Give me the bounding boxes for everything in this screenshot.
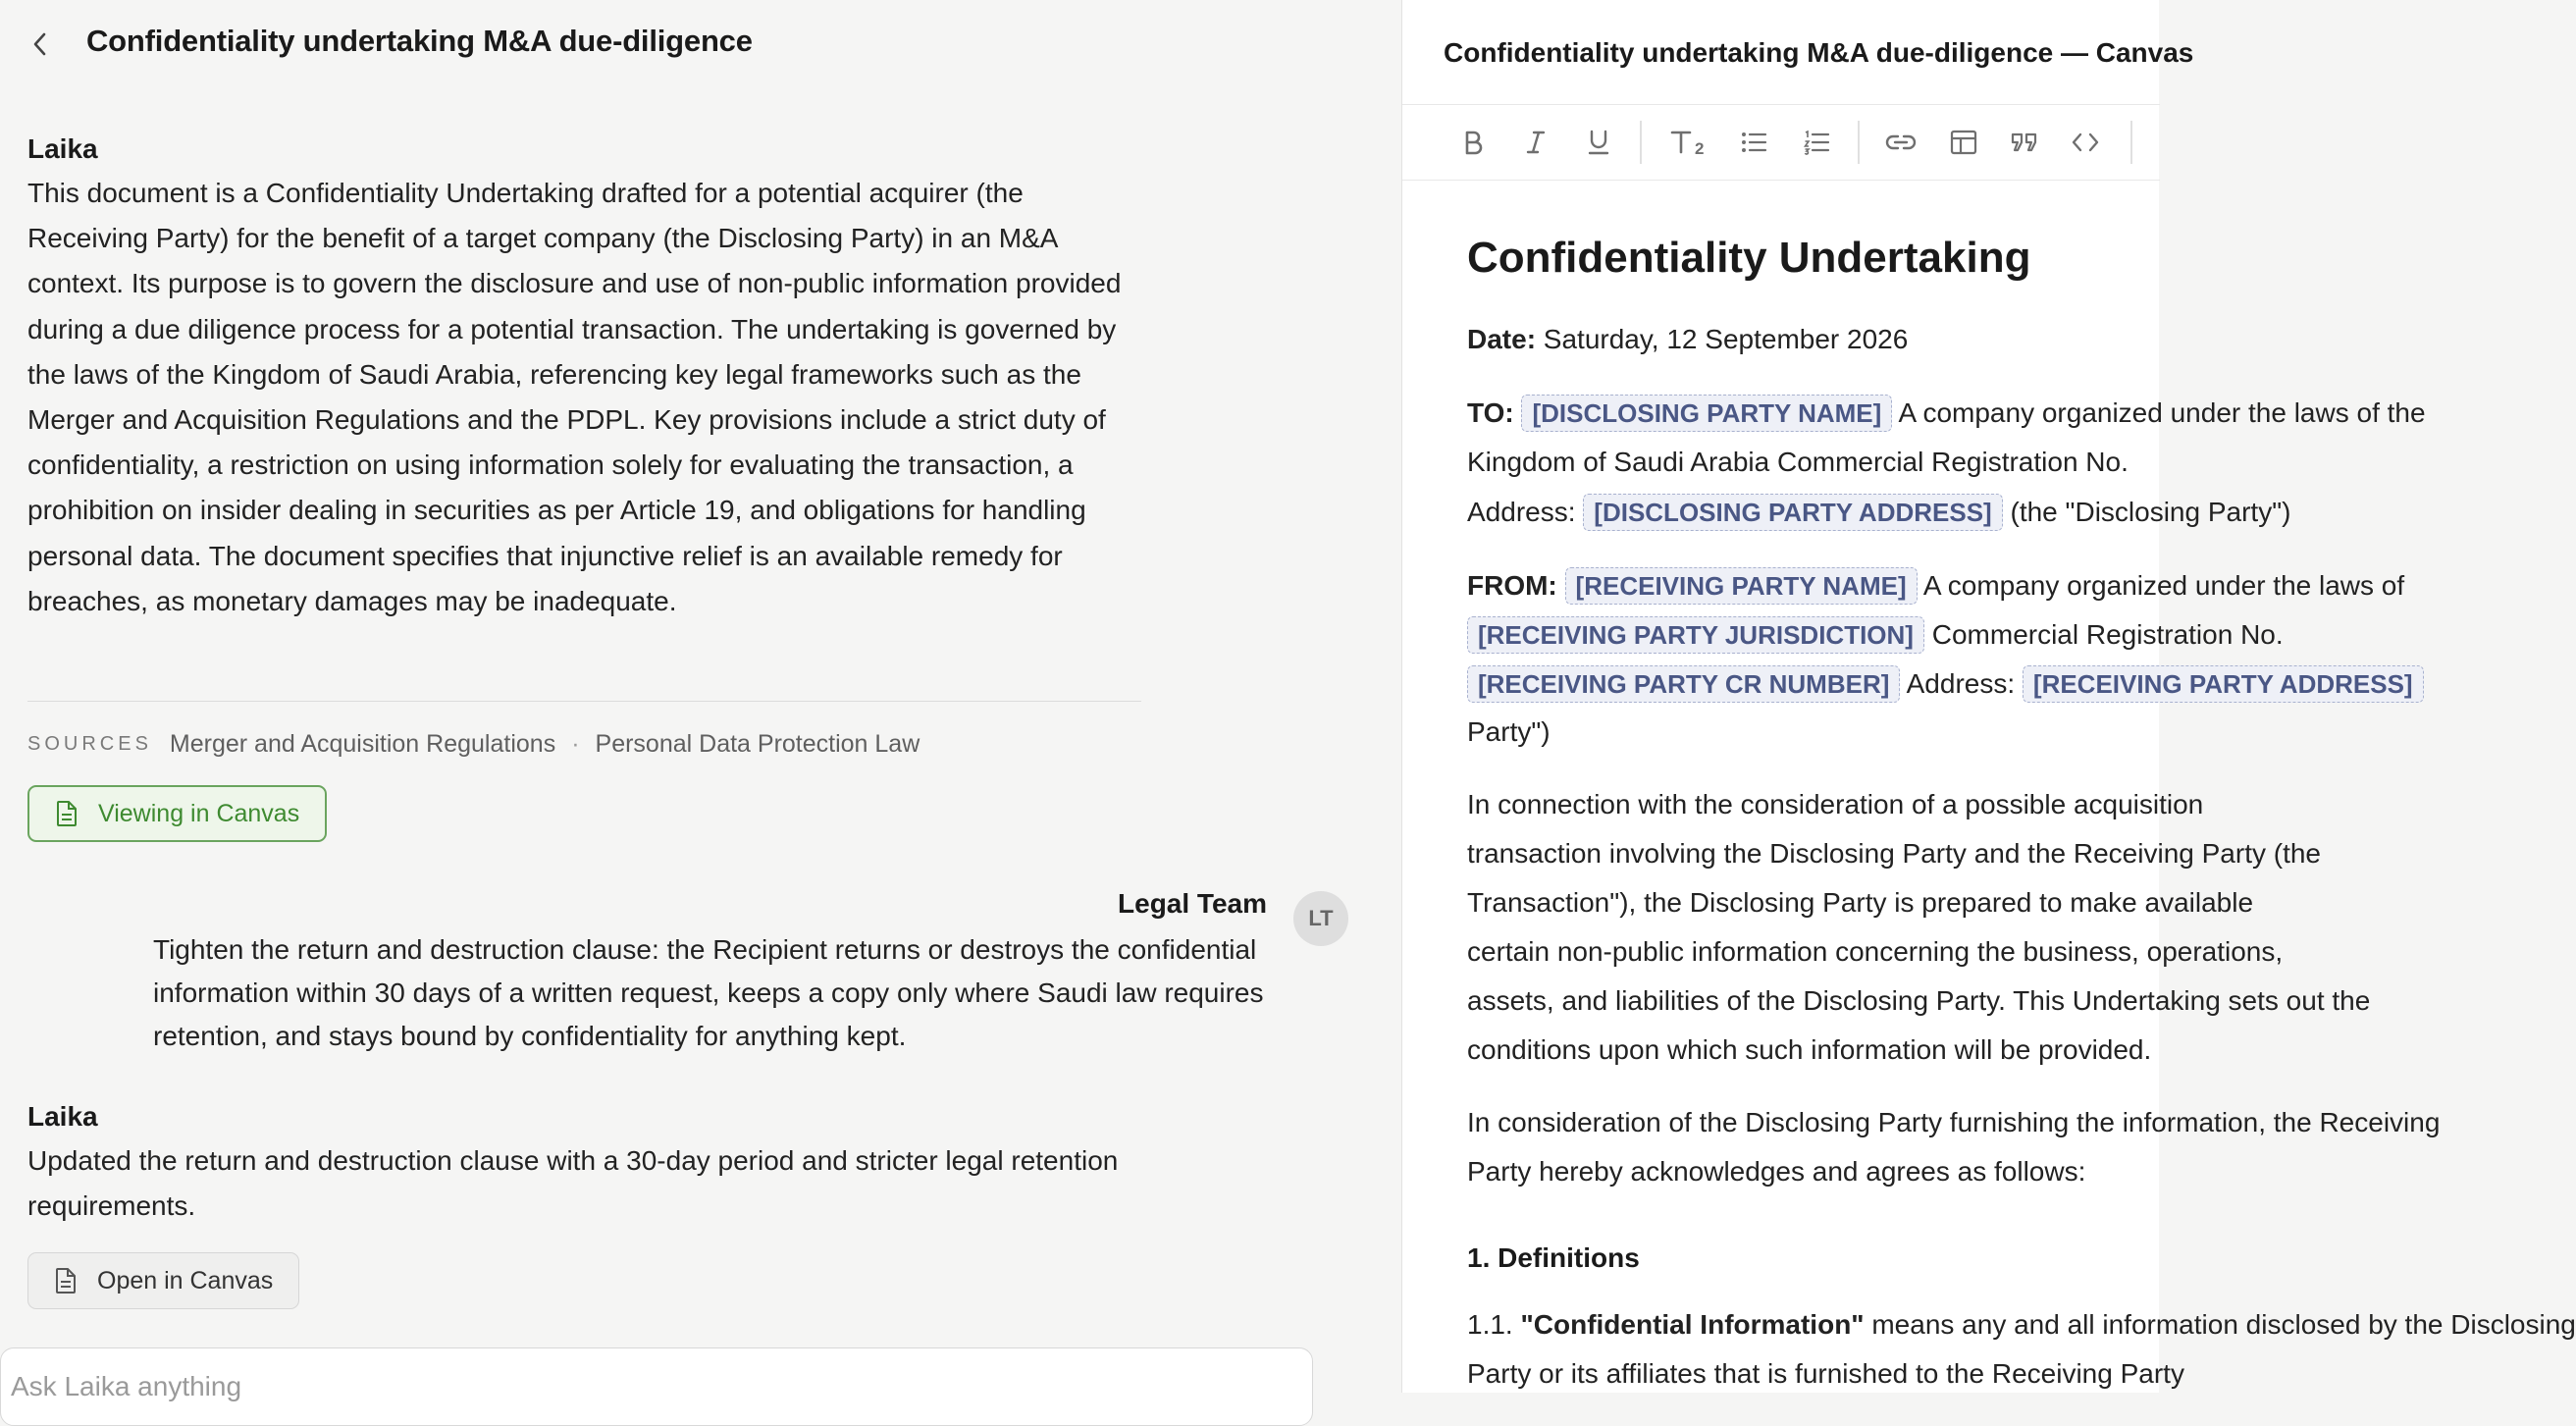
placeholder-field[interactable]: [DISCLOSING PARTY ADDRESS] (1583, 494, 2002, 531)
message-body: This document is a Confidentiality Undertaking drafted for a potential acquirer (the Receiving Party) for the benefit of a target company (the Disclosing Party) in an M&A context. Its purpose is to govern the disclosure and use of non-public information provided during a due diligence process for a potential transaction. The undertaking is governed by the laws of the Kingdom of Saudi Arabia, referencing key legal frameworks such as the Merger and Acquisition Regulations and the PDPL. Key provisions include a strict duty of confidentiality, a restriction on using information solely for evaluating the transaction, a prohibition on insider dealing in securities as per Article 19, and obligations for handling personal data. The document specifies that injunctive relief is an available remedy for breaches, as monetary damages may be inadequate. (27, 178, 1122, 616)
message-body: Updated the return and destruction clause with a 30-day period and stricter legal retention requirements. (27, 1145, 1119, 1222)
toolbar-separator (1858, 121, 1860, 164)
canvas-pane (1401, 0, 2576, 1393)
user-message-author: Legal Team (1118, 888, 1267, 919)
doc-text: Commercial Registration No. (1931, 619, 2284, 650)
message-author: Laika (27, 1101, 98, 1132)
paragraph-line: certain non-public information concerning the business, operations, (1467, 936, 2284, 967)
source-separator: · (571, 730, 580, 758)
numbered-list-icon (1803, 130, 1830, 155)
bold-icon (1461, 130, 1485, 155)
clause-line: Party or its affiliates that is furnished to the Receiving Party (1467, 1358, 2184, 1389)
quote-button[interactable] (2007, 125, 2042, 160)
composer (0, 1347, 1313, 1426)
table-icon (1950, 130, 1977, 155)
button-label: Viewing in Canvas (98, 799, 300, 827)
doc-line (1467, 616, 2284, 654)
bold-button[interactable] (1455, 125, 1491, 160)
clause-line (1467, 1309, 2576, 1341)
sources-label: SOURCES (27, 733, 152, 755)
code-icon (2071, 132, 2100, 153)
underline-button[interactable] (1581, 125, 1616, 160)
editor-toolbar (1402, 105, 2160, 181)
svg-text:2: 2 (1695, 139, 1705, 158)
placeholder-field[interactable]: [RECEIVING PARTY ADDRESS] (2023, 665, 2424, 703)
document-icon (55, 800, 80, 827)
clause-term: "Confidential Information" (1520, 1309, 1865, 1340)
document-icon (54, 1267, 79, 1294)
italic-button[interactable] (1518, 125, 1553, 160)
quote-icon (2010, 131, 2039, 154)
to-label: TO: (1467, 397, 1514, 428)
code-button[interactable] (2068, 125, 2103, 160)
canvas-title: Confidentiality undertaking M&A due-diligence — Canvas (1444, 37, 2194, 68)
to-line (1467, 395, 2426, 432)
paragraph-line: In consideration of the Disclosing Party furnishing the information, the Receiving (1467, 1107, 2441, 1137)
paragraph-line: Party hereby acknowledges and agrees as follows: (1467, 1156, 2086, 1187)
from-label: FROM: (1467, 570, 1557, 601)
chat-input[interactable] (9, 1370, 1190, 1403)
italic-icon (1524, 130, 1548, 155)
message-author: Laika (27, 133, 98, 164)
sources-row (27, 730, 920, 759)
doc-text: A company organized under the laws of the (1898, 397, 2426, 428)
paragraph-line: assets, and liabilities of the Disclosing Party. This Undertaking sets out the (1467, 985, 2371, 1016)
address-label: Address: (1467, 497, 1576, 527)
doc-text: A company organized under the laws of (1922, 570, 2405, 601)
assistant-message (27, 133, 1141, 624)
bullet-list-icon (1740, 130, 1767, 155)
assistant-message (27, 1101, 1141, 1229)
date-line (1467, 324, 1908, 355)
button-label: Open in Canvas (97, 1266, 274, 1294)
doc-text: means any and all information disclosed by the Disclosing (1871, 1309, 2576, 1340)
chevron-left-icon (29, 30, 51, 58)
doc-line: Kingdom of Saudi Arabia Commercial Registration No. (1467, 447, 2129, 477)
bullet-list-button[interactable] (1736, 125, 1771, 160)
open-in-canvas-button[interactable] (27, 1252, 299, 1309)
user-message-body: Tighten the return and destruction clause: the Recipient returns or destroys the confidential information within 30 days of a written request, keeps a copy only where Saudi law requires retention, and stays bound by confidentiality for anything kept. (153, 934, 1264, 1051)
placeholder-field[interactable]: [RECEIVING PARTY CR NUMBER] (1467, 665, 1900, 703)
chat-header (0, 0, 1401, 86)
subscript-button[interactable] (1667, 125, 1714, 160)
clause-number: 1.1. (1467, 1309, 1513, 1340)
toolbar-separator (2130, 121, 2132, 164)
address-label: Address: (1906, 668, 2016, 699)
doc-text: (the "Disclosing Party") (2010, 497, 2291, 527)
avatar: LT (1293, 891, 1348, 946)
canvas-header (1402, 0, 2194, 105)
link-button[interactable] (1883, 125, 1919, 160)
toolbar-separator (1640, 121, 1642, 164)
placeholder-field[interactable]: [RECEIVING PARTY NAME] (1565, 567, 1918, 605)
table-button[interactable] (1946, 125, 1981, 160)
source-link[interactable]: Personal Data Protection Law (595, 730, 920, 758)
underline-icon (1587, 129, 1610, 156)
paragraph-line: conditions upon which such information will be provided. (1467, 1034, 2152, 1065)
section-heading: 1. Definitions (1467, 1242, 1640, 1273)
paragraph-line: transaction involving the Disclosing Party and the Receiving Party (the (1467, 838, 2321, 869)
divider (27, 701, 1141, 702)
back-button[interactable] (24, 27, 57, 61)
doc-line: Party") (1467, 716, 1551, 747)
date-label: Date: (1467, 324, 1537, 354)
doc-line (1467, 665, 2424, 703)
from-line (1467, 567, 2404, 605)
paragraph-line: In connection with the consideration of a possible acquisition (1467, 789, 2204, 819)
date-value: Saturday, 12 September 2026 (1543, 324, 1909, 354)
subscript-icon (1669, 128, 1712, 157)
paragraph-line: Transaction"), the Disclosing Party is prepared to make available (1467, 887, 2254, 918)
placeholder-field[interactable]: [DISCLOSING PARTY NAME] (1521, 395, 1892, 432)
link-icon (1885, 132, 1917, 152)
chat-title: Confidentiality undertaking M&A due-diligence (86, 24, 753, 58)
viewing-in-canvas-button[interactable] (27, 785, 327, 842)
placeholder-field[interactable]: [RECEIVING PARTY JURISDICTION] (1467, 616, 1924, 654)
document-heading: Confidentiality Undertaking (1467, 234, 2031, 282)
numbered-list-button[interactable] (1799, 125, 1834, 160)
source-link[interactable]: Merger and Acquisition Regulations (169, 730, 556, 758)
address-line (1467, 494, 2290, 531)
